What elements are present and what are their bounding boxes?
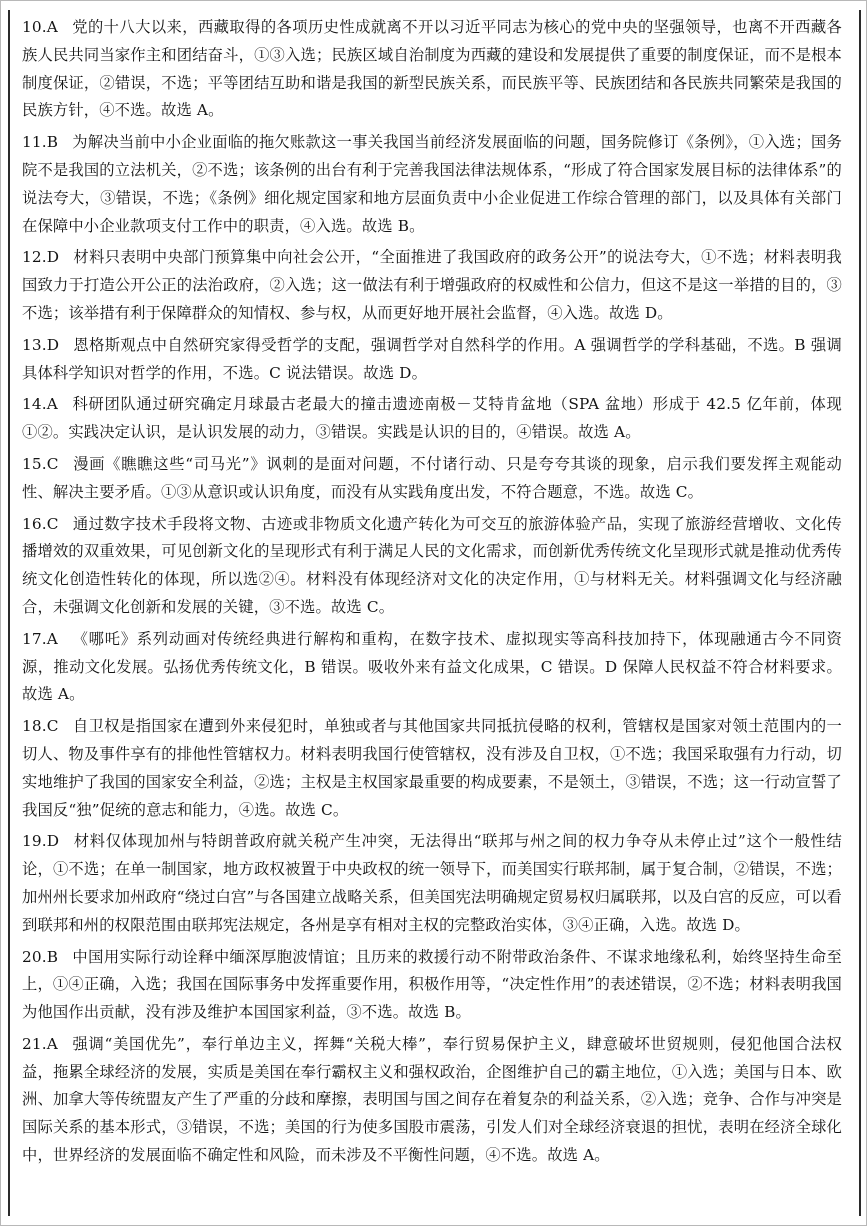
answer-18 (22, 713, 842, 824)
answer-number: 17.A (22, 629, 58, 648)
answer-16 (22, 511, 842, 622)
answer-10 (22, 14, 842, 125)
answer-number: 19.D (22, 832, 60, 851)
answer-number: 10.A (22, 18, 58, 36)
answer-number: 15.C (22, 454, 59, 473)
answer-15 (22, 451, 842, 507)
answer-number: 14.A (22, 395, 58, 414)
answer-text: 强调“美国优先”，奉行单边主义，挥舞“关税大棒”，奉行贸易保护主义，肆意破坏世贸规则，侵犯他国合法权益，拖累全球经济的发展，实质是美国在奉行霸权主义和强权政治，企图维护自己的霸主地位，①入选；美国与日本、欧洲、加拿大等传统盟友产生了严重的分歧和摩擦，表明国与国之间存在着复杂的利益关系，②入选；竞争、合作与冲突是国际关系的基本形式，③错误，不选；美国的行为使多国股市震荡，引发人们对全球经济衰退的担忧，表明在经济全球化中，世界经济的发展面临不确定性和风险，而未涉及不平衡性问题，④不选。故选 A。 (22, 1034, 842, 1165)
answer-number: 21.A (22, 1034, 58, 1053)
answer-text: 中国用实际行动诠释中缅深厚胞波情谊；且历来的救援行动不附带政治条件、不谋求地缘私利，始终坚持生命至上，①④正确，入选；我国在国际事务中发挥重要作用，积极作用等，“决定性作用”的表述错误，②不选；材料表明我国为他国作出贡献，没有涉及维护本国国家利益，③不选。故选 B。 (22, 947, 842, 1022)
answer-text: 自卫权是指国家在遭到外来侵犯时，单独或者与其他国家共同抵抗侵略的权利，管辖权是国家对领土范围内的一切人、物及事件享有的排他性管辖权力。材料表明我国行使管辖权，没有涉及自卫权，①不选；我国采取强有力行动，切实地维护了我国的国家安全利益，②选；主权是主权国家最重要的构成要素，不是领土，③错误，不选；这一行动宣誓了我国反“独”促统的意志和能力，④选。故选 C。 (22, 717, 842, 819)
answer-text: 《哪吒》系列动画对传统经典进行解构和重构，在数字技术、虚拟现实等高科技加持下，体现融通古今不同资源，推动文化发展。弘扬优秀传统文化，B 错误。吸收外来有益文化成果，C 错误。D 保障人民权益不符合材料要求。故选 A。 (22, 629, 842, 704)
answer-text: 党的十八大以来，西藏取得的各项历史性成就离不开以习近平同志为核心的党中央的坚强领导，也离不开西藏各族人民共同当家作主和团结奋斗，①③入选；民族区域自治制度为西藏的建设和发展提供了重要的制度保证，而不是根本制度保证，②错误，不选；平等团结互助和谐是我国的新型民族关系，而民族平等、民族团结和各民族共同繁荣是我国的民族方针，④不选。故选 A。 (22, 18, 842, 120)
answer-number: 20.B (22, 947, 59, 966)
answer-17 (22, 626, 842, 709)
answer-13 (22, 332, 842, 388)
answer-number: 12.D (22, 248, 60, 267)
answer-number: 13.D (22, 335, 60, 354)
answer-text: 材料只表明中央部门预算集中向社会公开，“全面推进了我国政府的政务公开”的说法夸大，①不选；材料表明我国致力于打造公开公正的法治政府，②入选；这一做法有利于增强政府的权威性和公信力，但这不是这一举措的目的，③不选；该举措有利于保障群众的知情权、参与权，从而更好地开展社会监督，④入选。故选 D。 (22, 248, 842, 322)
answer-text: 通过数字技术手段将文物、古迹或非物质文化遗产转化为可交互的旅游体验产品，实现了旅游经营增收、文化传播增效的双重效果，可见创新文化的呈现形式有利于满足人民的文化需求，而创新优秀传统文化呈现形式就是推动优秀传统文化创造性转化的体现，所以选②④。材料没有体现经济对文化的决定作用，①与材料无关。材料强调文化与经济融合，未强调文化创新和发展的关键，③不选。故选 C。 (22, 514, 842, 616)
answer-11 (22, 129, 842, 240)
answer-12 (22, 244, 842, 327)
answer-text: 漫画《瞧瞧这些“司马光”》讽刺的是面对问题，不付诸行动、只是夸夸其谈的现象，启示我们要发挥主观能动性、解决主要矛盾。①③从意识或认识角度，而没有从实践角度出发，不符合题意，不选。故选 C。 (22, 454, 842, 501)
answer-number: 11.B (22, 133, 59, 152)
answer-text: 材料仅体现加州与特朗普政府就关税产生冲突，无法得出“联邦与州之间的权力争夺从未停止过”这个一般性结论，①不选；在单一制国家，地方政权被置于中央政权的统一领导下，而美国实行联邦制，属于复合制，②错误，不选；加州州长要求加州政府“绕过白宫”与各国建立战略关系，但美国宪法明确规定贸易权归属联邦，以及白宫的反应，可以看到联邦和州的权限范围由联邦宪法规定，各州是享有相对主权的完整政治实体，③④正确，入选。故选 D。 (22, 832, 842, 934)
answer-21 (22, 1031, 842, 1170)
answer-text: 科研团队通过研究确定月球最古老最大的撞击遗迹南极－艾特肯盆地（SPA 盆地）形成于 42.5 亿年前，体现①②。实践决定认识，是认识发展的动力，③错误。实践是认识的目的，④错误。故选 A。 (22, 395, 842, 442)
answer-19 (22, 828, 842, 939)
answer-text: 为解决当前中小企业面临的拖欠账款这一事关我国当前经济发展面临的问题，国务院修订《条例》，①入选；国务院不是我国的立法机关，②不选；该条例的出台有利于完善我国法律法规体系，“形成了符合国家发展目标的法律体系”的说法夸大，③错误，不选；《条例》细化规定国家和地方层面负责中小企业促进工作综合管理的部门，以及具体有关部门在保障中小企业款项支付工作中的职责，④入选。故选 B。 (22, 133, 842, 235)
answer-number: 18.C (22, 717, 59, 736)
answer-20 (22, 944, 842, 1027)
answer-explanations (22, 14, 842, 1174)
answer-number: 16.C (22, 514, 59, 533)
answer-text: 恩格斯观点中自然研究家得受哲学的支配，强调哲学对自然科学的作用。A 强调哲学的学科基础，不选。B 强调具体科学知识对哲学的作用，不选。C 说法错误。故选 D。 (22, 335, 842, 382)
answer-14 (22, 391, 842, 447)
